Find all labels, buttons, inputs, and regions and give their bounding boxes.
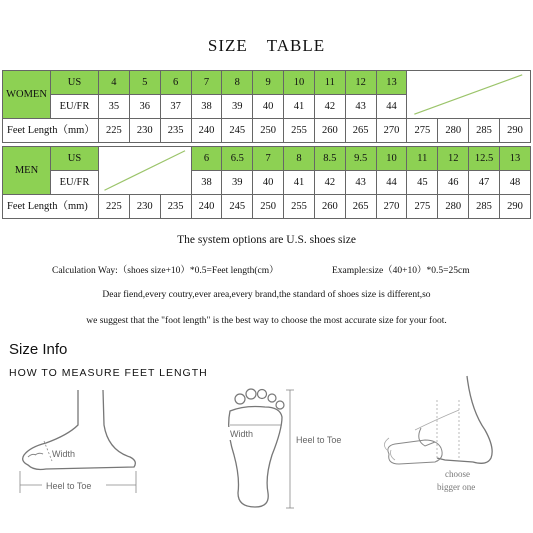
women-eu-cell: 37 [160,95,191,119]
women-us-cell: 5 [129,71,160,95]
men-eu-cell: 38 [191,171,222,195]
men-eu-cell: 47 [469,171,500,195]
men-eu-cell: 44 [376,171,407,195]
men-us-cell: 12 [438,147,469,171]
men-us-cell: 6.5 [222,147,253,171]
feet-length-label: Feet Length（mm) [3,195,99,219]
foot-sole-view-illustration [210,385,345,515]
women-eu-cell: 36 [129,95,160,119]
width-label-sole: Width [230,429,254,439]
foot-front-outline [437,376,492,463]
feet-length-cell: 255 [284,195,315,219]
feet-length-cell: 240 [191,119,222,143]
women-eu-cell: 35 [99,95,130,119]
feet-length-cell: 225 [99,195,130,219]
size-table [2,70,531,219]
women-eu-cell: 39 [222,95,253,119]
feet-length-cell: 280 [438,119,469,143]
men-eu-cell: 41 [284,171,315,195]
feet-length-cell: 270 [376,195,407,219]
women-eu-cell: 42 [314,95,345,119]
feet-length-cell: 250 [253,119,284,143]
size-info-heading: Size Info [9,341,68,358]
women-eu-cell: 43 [345,95,376,119]
men-eu-cell: 48 [499,171,530,195]
men-us-cell: 7 [253,147,284,171]
feet-length-cell: 270 [376,119,407,143]
feet-length-label: Feet Length（mm） [3,119,99,143]
feet-length-cell: 265 [345,195,376,219]
feet-length-cell: 255 [284,119,315,143]
men-empty-diagonal [99,147,192,195]
feet-length-cell: 265 [345,119,376,143]
feet-length-cell: 230 [129,119,160,143]
women-us-cell: 11 [314,71,345,95]
women-us-cell: 12 [345,71,376,95]
men-eu-cell: 39 [222,171,253,195]
feet-length-cell: 260 [314,119,345,143]
women-us-cell: 13 [376,71,407,95]
dear-friend-note: Dear fiend,every coutry,ever area,every brand,the standard of shoes size is different,so [102,290,431,300]
men-eu-label: EU/FR [51,171,99,195]
bigger-one-label: bigger one [437,482,476,492]
how-to-measure-heading: HOW TO MEASURE FEET LENGTH [9,367,208,379]
feet-length-cell: 280 [438,195,469,219]
women-us-cell: 9 [253,71,284,95]
feet-length-cell: 290 [499,195,530,219]
system-options-note: The system options are U.S. shoes size [177,234,356,246]
feet-length-cell: 235 [160,119,191,143]
men-eu-row [3,171,531,195]
feet-length-cell: 290 [499,119,530,143]
foot-side-view-illustration [8,385,143,500]
feet-length-cell: 250 [253,195,284,219]
men-us-cell: 8.5 [314,147,345,171]
feet-length-cell: 275 [407,119,438,143]
feet-length-cell: 240 [191,195,222,219]
women-label: WOMEN [3,71,51,119]
men-us-cell: 13 [499,147,530,171]
men-eu-cell: 42 [314,171,345,195]
women-us-cell: 7 [191,71,222,95]
feet-length-cell: 285 [469,119,500,143]
men-eu-cell: 45 [407,171,438,195]
men-us-cell: 11 [407,147,438,171]
feet-length-cell: 260 [314,195,345,219]
feet-length-cell: 275 [407,195,438,219]
women-us-cell: 8 [222,71,253,95]
women-eu-cell: 38 [191,95,222,119]
foot-length-suggestion: we suggest that the "foot length" is the best way to choose the most accurate size for your foot. [86,316,447,326]
women-eu-cell: 44 [376,95,407,119]
men-us-row [3,147,531,171]
calculation-formula: Calculation Way:（shoes size+10）*0.5=Feet length(cm） [52,266,279,276]
heel-to-toe-label-sole: Heel to Toe [296,435,342,445]
women-us-cell: 4 [99,71,130,95]
choose-label: choose [445,469,470,479]
women-empty-diagonal [407,71,531,119]
feet-length-cell: 230 [129,195,160,219]
women-us-cell: 6 [160,71,191,95]
men-us-label: US [51,147,99,171]
men-us-cell: 10 [376,147,407,171]
women-eu-label: EU/FR [51,95,99,119]
sole-outline [229,407,282,508]
foot-front-view-illustration [375,370,525,500]
women-eu-cell: 41 [284,95,315,119]
feet-length-cell: 245 [222,119,253,143]
men-us-cell: 12.5 [469,147,500,171]
men-eu-cell: 46 [438,171,469,195]
feet-length-cell: 285 [469,195,500,219]
feet-length-cell: 245 [222,195,253,219]
foot-side-outline [23,390,136,470]
feet-length-cell: 225 [99,119,130,143]
men-label: MEN [3,147,51,195]
calculation-example: Example:size（40+10）*0.5=25cm [332,266,470,276]
men-us-cell: 9.5 [345,147,376,171]
women-us-row [3,71,531,95]
size-table-title: SIZE TABLE [207,36,326,55]
women-us-cell: 10 [284,71,315,95]
women-eu-cell: 40 [253,95,284,119]
men-eu-cell: 40 [253,171,284,195]
width-label-side: Width [52,449,76,459]
men-feet-length-row [3,195,531,219]
heel-to-toe-label-side: Heel to Toe [46,481,92,491]
feet-length-cell: 235 [160,195,191,219]
women-us-label: US [51,71,99,95]
men-eu-cell: 43 [345,171,376,195]
women-feet-length-row [3,119,531,143]
men-us-cell: 8 [284,147,315,171]
men-us-cell: 6 [191,147,222,171]
